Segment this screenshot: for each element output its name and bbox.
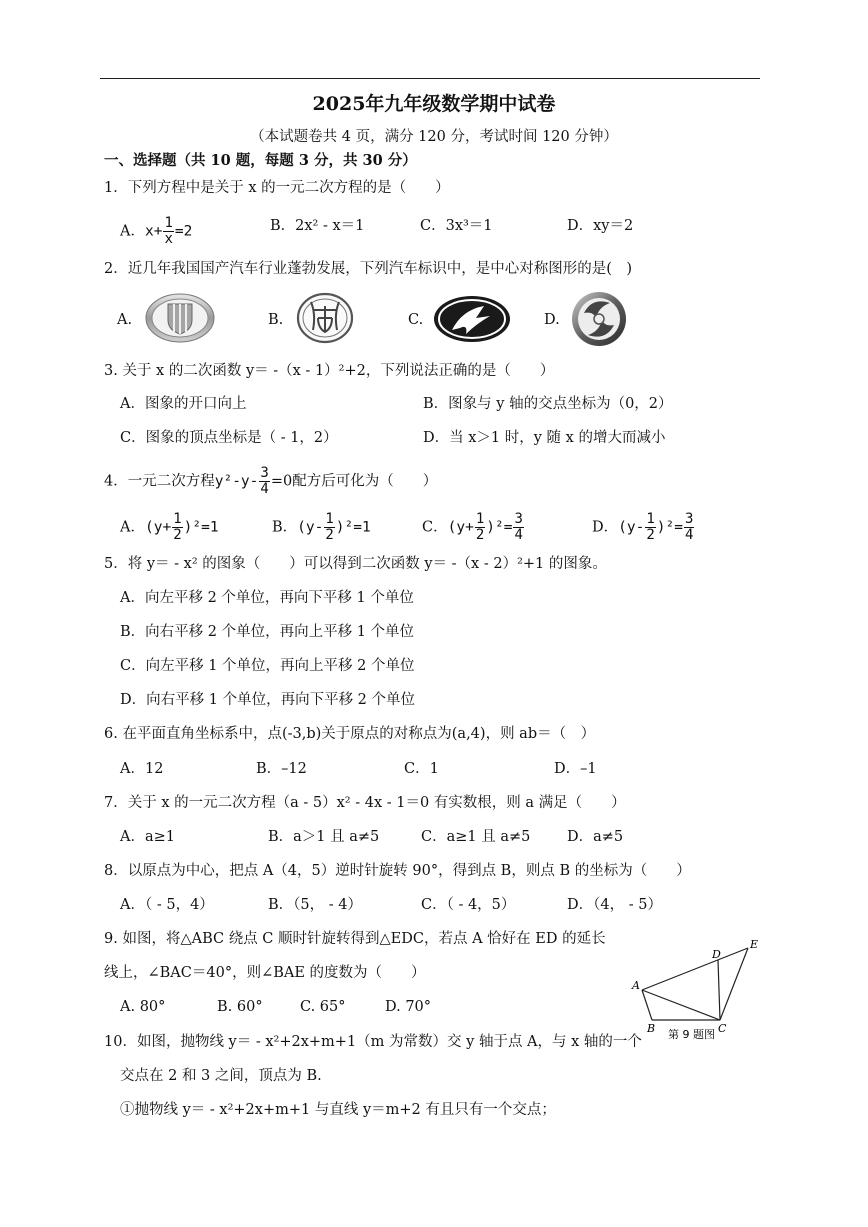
q7-option-c: C．a≥1 且 a≠5 — [421, 829, 531, 845]
section-heading: 一、选择题（共 10 题，每题 3 分，共 30 分） — [104, 152, 417, 169]
q9-line2: 线上，∠BAC＝40°，则∠BAE 的度数为（ ） — [104, 965, 426, 981]
q4-stem-den: 4 — [260, 481, 269, 497]
segment-ae — [642, 948, 748, 990]
q9-figure — [628, 934, 768, 1044]
q4-c-post: )²= — [486, 519, 513, 536]
q8-option-c: C．（ - 4，5） — [421, 897, 516, 913]
point-c-label: C — [718, 1022, 727, 1035]
q4-c-fraction — [475, 512, 485, 543]
q4-b-pre: (y- — [297, 519, 324, 536]
q4-stem-num: 3 — [260, 465, 269, 481]
q6-option-c: C．1 — [404, 761, 439, 777]
q1-a-num: 1 — [164, 215, 173, 231]
q9-option-d: D. 70° — [385, 999, 432, 1015]
q1-option-d: D．xy＝2 — [567, 218, 634, 234]
q4-stem-fraction — [259, 466, 269, 497]
q5-option-c: C．向左平移 1 个单位，再向上平移 2 个单位 — [120, 658, 415, 674]
q4-option-d — [592, 512, 695, 543]
q5-option-d: D．向右平移 1 个单位，再向下平移 2 个单位 — [120, 692, 416, 708]
q4-b-num: 1 — [325, 511, 334, 527]
great-wall-logo-icon — [144, 292, 216, 344]
segment-ac — [642, 990, 720, 1020]
q4-d-rden: 4 — [684, 527, 694, 543]
q4-b-den: 2 — [325, 527, 334, 543]
q7-stem: 7．关于 x 的一元二次方程（a - 5）x² - 4x - 1＝0 有实数根，则 a 满足（ ） — [104, 795, 626, 811]
q8-option-a: A．（ - 5，4） — [120, 897, 214, 913]
q4-c-pre: (y+ — [447, 519, 474, 536]
q4-b-fraction — [324, 512, 334, 543]
q4-stem-eq: y²-y- — [214, 473, 259, 490]
q4-option-a — [120, 512, 219, 543]
q3-option-c: C．图象的顶点坐标是（ - 1，2） — [120, 430, 338, 446]
brilliance-logo-icon — [296, 292, 354, 344]
q2-label-d: D. — [544, 312, 560, 328]
q4-stem-pre: 4．一元二次方程 — [104, 473, 215, 490]
q4-stem-post: =0配方后可化为（ ） — [270, 473, 438, 490]
q2-label-c: C. — [408, 312, 424, 328]
q10-line2: 交点在 2 和 3 之间，顶点为 B. — [120, 1068, 322, 1084]
q3-option-d: D．当 x＞1 时，y 随 x 的增大而减小 — [423, 430, 666, 446]
q1-stem: 1．下列方程中是关于 x 的一元二次方程的是（ ） — [104, 180, 450, 196]
q4-a-den: 2 — [173, 527, 182, 543]
q3-option-b: B．图象与 y 轴的交点坐标为（0，2） — [423, 396, 673, 412]
q4-option-c — [422, 512, 525, 543]
q6-option-d: D．–1 — [554, 761, 597, 777]
q6-option-a: A．12 — [120, 761, 164, 777]
q4-d-pre: (y- — [618, 519, 645, 536]
q1-option-c: C．3x³＝1 — [420, 218, 493, 234]
point-b-label: B — [647, 1022, 656, 1035]
point-e-label: E — [750, 938, 759, 951]
q4-c-rfraction — [513, 512, 523, 543]
q4-c-num: 1 — [475, 511, 485, 527]
q9-option-b: B. 60° — [217, 999, 263, 1015]
q5-option-a: A．向左平移 2 个单位，再向下平移 1 个单位 — [120, 590, 414, 606]
q3-stem: 3. 关于 x 的二次函数 y＝ -（x - 1）²+2，下列说法正确的是（ ） — [104, 363, 555, 379]
segment-dc — [718, 960, 720, 1020]
q4-d-label: D． — [592, 519, 619, 536]
q4-d-rnum: 3 — [684, 511, 694, 527]
q8-option-b: B．（5， - 4） — [268, 897, 362, 913]
q4-a-label: A． — [120, 519, 145, 536]
q4-a-pre: (y+ — [144, 519, 172, 536]
q4-stem — [104, 466, 437, 497]
q8-option-d: D．（4， - 5） — [567, 897, 662, 913]
q4-d-post: )²= — [656, 519, 683, 536]
exam-title: 2025年九年级数学期中试卷 — [312, 93, 556, 115]
q1-a-fraction — [163, 216, 173, 247]
q4-b-post: )²=1 — [335, 519, 371, 536]
q7-option-b: B．a＞1 且 a≠5 — [268, 829, 380, 845]
q1-a-text: x+ — [144, 223, 163, 240]
point-a-label: A — [632, 979, 640, 992]
q4-c-den: 2 — [475, 527, 485, 543]
q4-a-fraction — [172, 512, 182, 543]
q2-stem: 2．近几年我国国产汽车行业蓬勃发展，下列汽车标识中，是中心对称图形的是( ) — [104, 261, 633, 277]
q4-a-num: 1 — [173, 511, 182, 527]
q10-line1: 10．如图，抛物线 y＝ - x²+2x+m+1（m 为常数）交 y 轴于点 A，与 x 轴的一个 — [104, 1034, 642, 1050]
changan-logo-icon — [432, 294, 512, 344]
q4-b-label: B． — [272, 519, 298, 536]
q8-stem: 8．以原点为中心，把点 A（4，5）逆时针旋转 90°，得到点 B，则点 B 的坐标为（ ） — [104, 863, 691, 879]
q5-stem: 5．将 y＝ - x² 的图象（ ）可以得到二次函数 y＝ -（x - 2）²+1 的图象。 — [104, 556, 607, 572]
q4-c-label: C． — [422, 519, 448, 536]
q7-option-a: A．a≥1 — [120, 829, 175, 845]
q3-option-a: A．图象的开口向上 — [120, 396, 247, 412]
q4-d-den: 2 — [646, 527, 655, 543]
q5-option-b: B．向右平移 2 个单位，再向上平移 1 个单位 — [120, 624, 415, 640]
q10-line3: ①抛物线 y＝ - x²+2x+m+1 与直线 y＝m+2 有且只有一个交点； — [120, 1102, 556, 1118]
point-d-label: D — [712, 948, 721, 961]
q4-d-fraction — [645, 512, 655, 543]
q1-a-label: A． — [120, 223, 145, 240]
dongfeng-logo-icon — [570, 291, 628, 347]
q9-option-a: A. 80° — [120, 999, 166, 1015]
segment-ec — [720, 948, 748, 1020]
q1-a-den: x — [164, 231, 173, 247]
q4-d-num: 1 — [646, 511, 655, 527]
q4-c-rnum: 3 — [514, 511, 523, 527]
q4-d-rfraction — [684, 512, 694, 543]
q7-option-d: D．a≠5 — [567, 829, 624, 845]
q1-a-tail: =2 — [174, 223, 193, 240]
q4-option-b — [272, 512, 371, 543]
q4-c-rden: 4 — [514, 527, 523, 543]
top-rule — [100, 78, 760, 79]
q9-figure-caption: 第 9 题图 — [668, 1028, 715, 1041]
q1-option-b: B．2x² - x＝1 — [270, 218, 365, 234]
q9-line1: 9. 如图，将△ABC 绕点 C 顺时针旋转得到△EDC，若点 A 恰好在 ED 的延长 — [104, 931, 606, 947]
q9-option-c: C. 65° — [300, 999, 346, 1015]
q4-a-post: )²=1 — [183, 519, 219, 536]
exam-subtitle: （本试题卷共 4 页，满分 120 分，考试时间 120 分钟） — [250, 129, 618, 145]
q6-option-b: B．–12 — [256, 761, 307, 777]
q1-option-a — [120, 216, 192, 247]
segment-ab — [642, 990, 652, 1020]
q2-label-b: B. — [268, 312, 284, 328]
q2-label-a: A. — [117, 312, 133, 328]
q6-stem: 6. 在平面直角坐标系中，点(-3,b)关于原点的对称点为(a,4)，则 ab＝（ ） — [104, 726, 596, 742]
